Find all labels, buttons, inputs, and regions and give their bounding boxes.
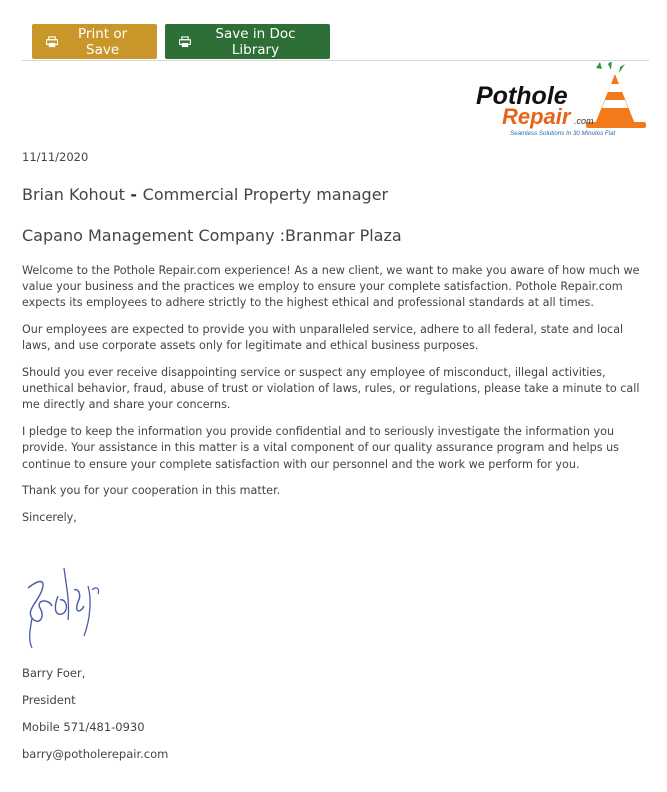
print-icon — [46, 36, 58, 48]
recipient-name: Brian Kohout — [22, 185, 125, 204]
toolbar — [32, 24, 330, 59]
letter-paragraph: Welcome to the Pothole Repair.com experience! As a new client, we want to make you aware of how much we value your business and the practices we employ to ensure your complete satisfaction. Pothole Repair.com expects its employees to adhere strictly to the highest ethical and professional standards at all times. — [22, 264, 640, 310]
sender-name: Barry Foer, — [22, 666, 86, 680]
letter-closing: Sincerely, — [22, 510, 77, 524]
recipient-separator: - — [124, 185, 143, 204]
sender-mobile: Mobile 571/481-0930 — [22, 720, 145, 734]
letter-paragraph: Thank you for your cooperation in this matter. — [22, 484, 281, 498]
letter-paragraph: Should you ever receive disappointing service or suspect any employee of misconduct, illegal activities, unethical behavior, fraud, abuse of trust or violation of laws, rules, or regulations, please take a minute to call me directly and share your concerns. — [22, 366, 640, 412]
letter-body — [22, 263, 642, 537]
svg-text:Seamless Solutions In 30 Minut: Seamless Solutions In 30 Minutes Flat — [510, 130, 616, 137]
traffic-cone-icon — [586, 62, 646, 128]
svg-text:Pothole: Pothole — [476, 82, 568, 110]
svg-text:.com: .com — [574, 116, 594, 126]
toolbar-divider — [22, 60, 649, 61]
pothole-repair-logo — [474, 62, 650, 142]
print-or-save-button[interactable] — [32, 24, 157, 59]
handwritten-signature — [18, 560, 118, 655]
recipient-title: Commercial Property manager — [142, 185, 389, 204]
print-or-save-label: Print or Save — [77, 25, 128, 58]
save-in-doc-library-button[interactable] — [165, 24, 330, 59]
letter-date: 11/11/2020 — [22, 150, 89, 164]
company-name: Capano Management Company :Branmar Plaza — [22, 226, 402, 245]
letter-paragraph: I pledge to keep the information you provide confidential and to seriously investigate the information you provide. Your assistance in this matter is a vital component of our quality assurance program and helps us continue to ensure your complete satisfaction with our personnel and the work we perform for you. — [22, 425, 620, 471]
sender-email: barry@potholerepair.com — [22, 747, 169, 761]
sender-block — [22, 666, 168, 774]
sender-title: President — [22, 693, 76, 707]
letter-paragraph: Our employees are expected to provide you with unparalleled service, adhere to all federal, state and local laws, and use corporate assets only for legitimate and ethical business purposes. — [22, 323, 624, 353]
svg-text:Repair: Repair — [502, 104, 571, 129]
save-in-doc-library-label: Save in Doc Library — [215, 25, 296, 58]
recipient-line — [22, 185, 388, 204]
print-icon — [179, 36, 191, 48]
